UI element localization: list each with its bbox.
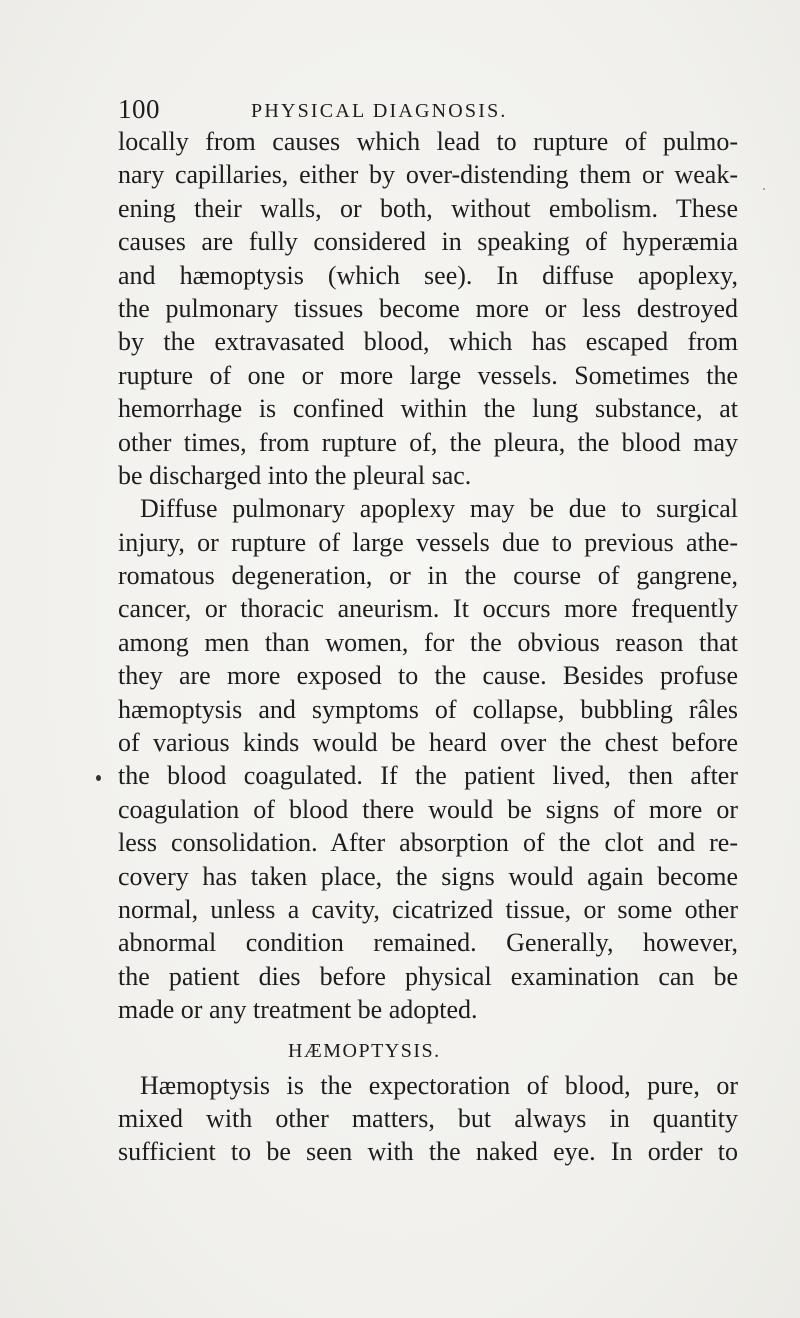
text-line: Hæmoptysis is the expectoration of blood, pure, or	[140, 1070, 738, 1100]
paragraph-3	[118, 1069, 738, 1169]
text-line: sufficient to be seen with the naked eye. In order to	[118, 1137, 738, 1167]
running-head: PHYSICAL DIAGNOSIS.	[251, 100, 508, 122]
text-line: the pulmonary tissues become more or less destroyed	[118, 293, 738, 323]
text-line: romatous degeneration, or in the course of gangrene,	[118, 561, 738, 591]
body-text	[118, 125, 738, 1169]
text-line: the patient dies before physical examination can be	[118, 961, 738, 991]
text-line: the blood coagulated. If the patient lived, then after	[118, 761, 738, 791]
text-line: mixed with other matters, but always in quantity	[118, 1103, 738, 1133]
text-line: of various kinds would be heard over the chest before	[118, 728, 738, 758]
text-line: hæmoptysis and symptoms of collapse, bubbling râles	[118, 694, 738, 724]
text-line: among men than women, for the obvious reason that	[118, 627, 738, 657]
text-line: ening their walls, or both, without embolism. These	[118, 193, 738, 223]
text-line: cancer, or thoracic aneurism. It occurs more frequently	[118, 594, 738, 624]
text-line: abnormal condition remained. Generally, however,	[118, 928, 738, 958]
print-speck	[96, 775, 101, 781]
text-line: covery has taken place, the signs would again become	[118, 861, 738, 891]
text-line: be discharged into the pleural sac.	[118, 460, 472, 490]
text-line: they are more exposed to the cause. Besides profuse	[118, 661, 738, 691]
text-line: normal, unless a cavity, cicatrized tissue, or some other	[118, 894, 738, 924]
paragraph-2	[118, 492, 738, 1026]
text-line: by the extravasated blood, which has escaped from	[118, 327, 738, 357]
text-line: coagulation of blood there would be signs of more or	[118, 794, 738, 824]
text-line: injury, or rupture of large vessels due to previous athe-	[118, 527, 738, 557]
paragraph-1	[118, 125, 738, 492]
text-line: and hæmoptysis (which see). In diffuse apoplexy,	[118, 260, 738, 290]
text-line: locally from causes which lead to rupture of pulmo-	[118, 127, 738, 156]
text-line: made or any treatment be adopted.	[118, 995, 478, 1025]
text-line: less consolidation. After absorption of the clot and re-	[118, 828, 738, 858]
text-line: nary capillaries, either by over-distending them or weak-	[118, 160, 738, 190]
page-number: 100	[118, 94, 160, 124]
section-heading: HÆMOPTYSIS.	[288, 1039, 441, 1062]
text-line: Diffuse pulmonary apoplexy may be due to surgical	[140, 494, 738, 524]
text-line: hemorrhage is confined within the lung substance, at	[118, 394, 738, 424]
text-line: other times, from rupture of, the pleura, the blood may	[118, 427, 738, 457]
print-speck	[763, 188, 765, 190]
text-line: rupture of one or more large vessels. Sometimes the	[118, 360, 738, 390]
text-line: causes are fully considered in speaking of hyperæmia	[118, 227, 738, 257]
